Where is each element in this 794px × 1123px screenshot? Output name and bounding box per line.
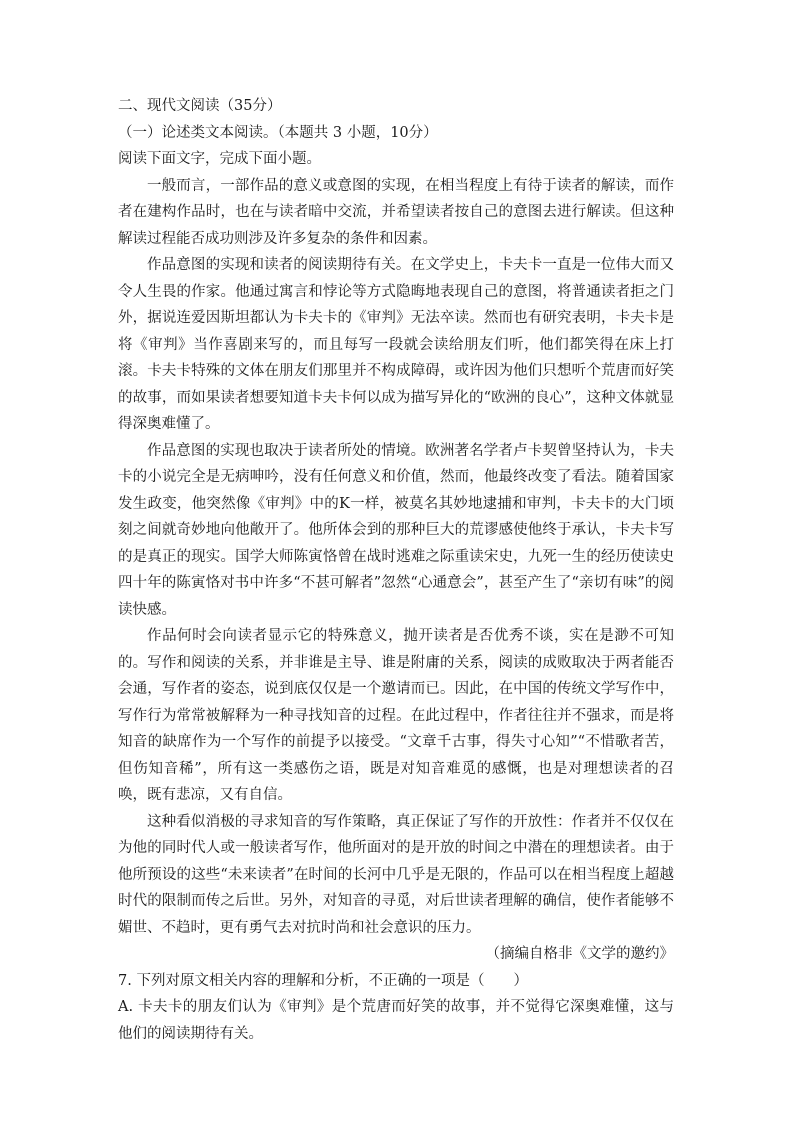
question-7: 7. 下列对原文相关内容的理解和分析，不正确的一项是（ ）: [118, 972, 528, 989]
paragraph-5: 这种看似消极的寻求知音的写作策略，真正保证了写作的开放性：作者并不仅仅在为他的同时代人或一般读者写作，他所面对的是开放的时间之中潜在的理想读者。由于他所预设的这些“未来读者”在时间的长河中几乎是无限的，作品可以在相当程度上超越时代的限制而传之后世。另外，对知音的寻觅，对后世读者理解的确信，使作者能够不媚世、不趋时，更有勇气去对抗时尚和社会意识的压力。: [118, 813, 674, 936]
subsection-title: （一）论述类文本阅读。（本题共 3 小题，10分）: [118, 124, 438, 141]
source-citation: （摘编自格非《文学的邀约》: [485, 946, 674, 962]
document-page: [118, 93, 674, 1047]
reading-instruction: 阅读下面文字，完成下面小题。: [118, 151, 321, 167]
paragraph-1: 一般而言，一部作品的意义或意图的实现，在相当程度上有待于读者的解读，而作者在建构作品时，也在与读者暗中交流，并希望读者按自己的意图去进行解读。但这种解读过程能否成功则涉及许多复杂的条件和因素。: [118, 177, 674, 247]
paragraph-3: 作品意图的实现也取决于读者所处的情境。欧洲著名学者卢卡契曾坚持认为，卡夫卡的小说完全是无病呻吟，没有任何意义和价值，然而，他最终改变了看法。随着国家发生政变，他突然像《审判》中的K一样，被莫名其妙地逮捕和审判，卡夫卡的大门顷刻之间就奇妙地向他敞开了。他所体会到的那种巨大的荒谬感使他终于承认，卡夫卡写的是真正的现实。国学大师陈寅恪曾在战时逃难之际重读宋史，九死一生的经历使读史四十年的陈寅恪对书中许多“不甚可解者”忽然“心通意会”，甚至产生了“亲切有味”的阅读快感。: [118, 442, 674, 618]
paragraph-2: 作品意图的实现和读者的阅读期待有关。在文学史上，卡夫卡一直是一位伟大而又令人生畏的作家。他通过寓言和悖论等方式隐晦地表现自己的意图，将普通读者拒之门外，据说连爱因斯坦都认为卡夫卡的《审判》无法卒读。然而也有研究表明，卡夫卡是将《审判》当作喜剧来写的，而且每写一段就会读给朋友们听，他们都笑得在床上打滚。卡夫卡特殊的文体在朋友们那里并不构成障碍，或许因为他们只想听个荒唐而好笑的故事，而如果读者想要知道卡夫卡何以成为描写异化的“欧洲的良心”，这种文体就显得深奥难懂了。: [118, 257, 674, 432]
option-a: A. 卡夫卡的朋友们认为《审判》是个荒唐而好笑的故事，并不觉得它深奥难懂，这与他们的阅读期待有关。: [118, 999, 674, 1042]
section-title: 二、现代文阅读（35分）: [118, 98, 282, 114]
paragraph-4: 作品何时会向读者显示它的特殊意义，抛开读者是否优秀不谈，实在是渺不可知的。写作和阅读的关系，并非谁是主导、谁是附庸的关系，阅读的成败取决于两者能否会通，写作者的姿态，说到底仅仅是一个邀请而已。因此，在中国的传统文学写作中，写作行为常常被解释为一种寻找知音的过程。在此过程中，作者往往并不强求，而是将知音的缺席作为一个写作的前提予以接受。“文章千古事，得失寸心知”“不惜歌者苦，但伤知音稀”，所有这一类感伤之语，既是对知音难觅的感慨，也是对理想读者的召唤，既有悲凉，又有自信。: [118, 628, 674, 803]
